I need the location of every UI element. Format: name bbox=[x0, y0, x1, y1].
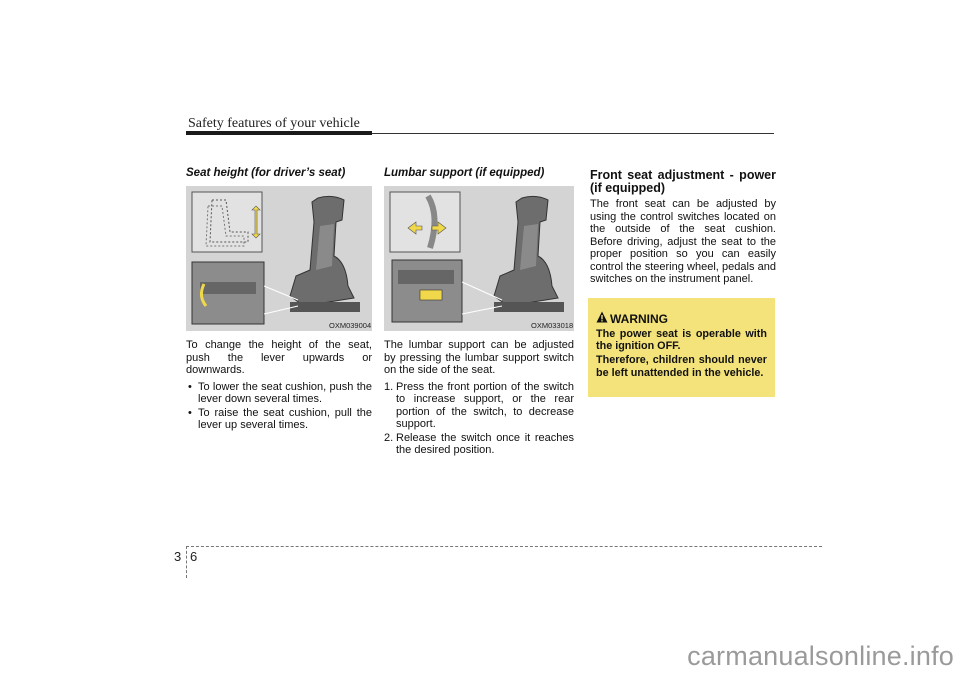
list-item bbox=[384, 432, 574, 457]
warning-triangle-icon bbox=[596, 311, 608, 323]
page-number: 6 bbox=[190, 549, 198, 564]
step-text: Release the switch once it reaches the desired position. bbox=[396, 431, 574, 456]
warning-title: WARNING bbox=[610, 312, 668, 326]
list-item: • To lower the seat cushion, push the lever down several times. bbox=[186, 381, 372, 406]
lumbar-body bbox=[384, 339, 574, 458]
step-text: Press the front portion of the switch to increase support, or the rear portion of the switch, to decrease support. bbox=[396, 380, 574, 430]
header-rule bbox=[186, 131, 372, 135]
seat-height-intro: To change the height of the seat, push the lever upwards or downwards. bbox=[186, 339, 372, 376]
watermark: carmanualsonline.info bbox=[687, 641, 954, 671]
footer-rule bbox=[186, 546, 822, 547]
seat-height-bullets bbox=[186, 381, 372, 432]
power-seat-heading: Front seat adjustment - power (if equipped) bbox=[590, 168, 776, 195]
seat-height-illustration bbox=[186, 186, 372, 331]
power-seat-section bbox=[590, 169, 776, 286]
seat-height-figure bbox=[186, 186, 372, 331]
header-rule-thin bbox=[372, 133, 774, 134]
power-seat-body: The front seat can be adjusted by using the control switches located on the outside of the seat cushion. Before driving, adjust the seat to the proper position so you can easily control the steering wheel, pedals and switches on the instrument panel. bbox=[590, 198, 776, 285]
step-number: 1. bbox=[384, 380, 394, 393]
warning-text bbox=[596, 328, 767, 381]
lumbar-steps bbox=[384, 381, 574, 457]
seat-height-section bbox=[186, 167, 372, 180]
seat-height-body bbox=[186, 339, 372, 433]
lumbar-intro: The lumbar support can be adjusted by pressing the lumbar support switch on the side of the seat. bbox=[384, 339, 574, 376]
step-number: 2. bbox=[384, 431, 394, 444]
warning-line: The power seat is operable with the ignition OFF. bbox=[596, 328, 767, 353]
list-item bbox=[384, 381, 574, 431]
lumbar-figure-code: OXM033018 bbox=[531, 321, 574, 330]
warning-line: Therefore, children should never be left unattended in the vehicle. bbox=[596, 354, 767, 379]
warning-box bbox=[588, 298, 775, 397]
page-header-title: Safety features of your vehicle bbox=[188, 116, 360, 131]
lumbar-heading: Lumbar support (if equipped) bbox=[384, 167, 545, 179]
lumbar-figure bbox=[384, 186, 574, 331]
lumbar-illustration bbox=[384, 186, 574, 331]
lumbar-section bbox=[384, 167, 574, 180]
list-item: • To raise the seat cushion, pull the lever up several times. bbox=[186, 407, 372, 432]
chapter-number: 3 bbox=[174, 549, 182, 564]
seat-height-figure-code: OXM039004 bbox=[329, 321, 372, 330]
footer-divider bbox=[186, 546, 187, 578]
seat-height-heading: Seat height (for driver’s seat) bbox=[186, 167, 346, 179]
